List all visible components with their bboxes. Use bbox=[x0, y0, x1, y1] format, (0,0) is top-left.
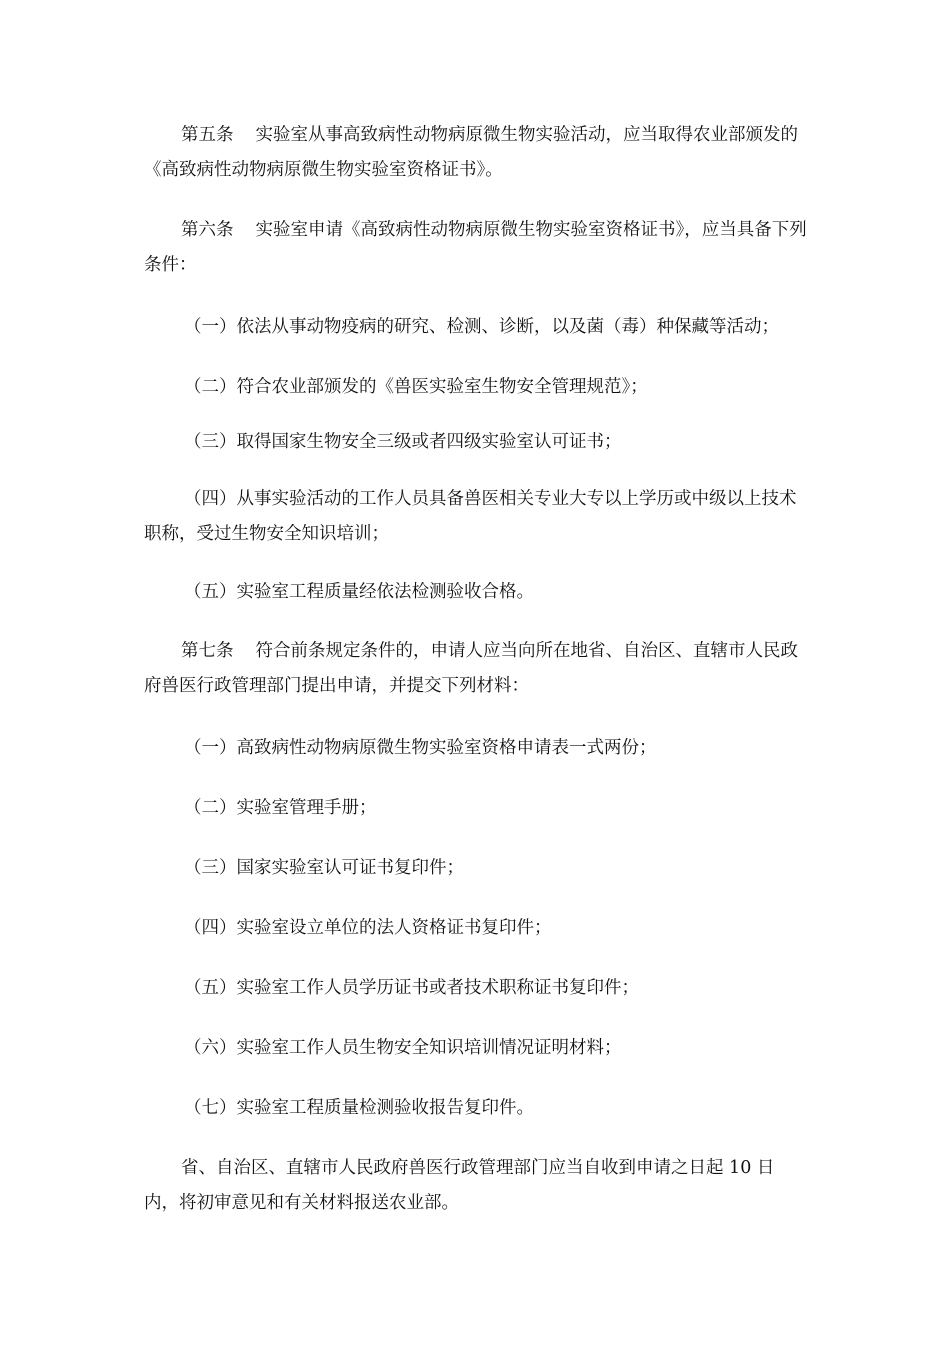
article-5-heading: 第五条 bbox=[181, 125, 234, 145]
article-6-item-5: （五）实验室工程质量经依法检测验收合格。 bbox=[184, 582, 534, 602]
article-6-item-3: （三）取得国家生物安全三级或者四级实验室认可证书； bbox=[184, 432, 622, 452]
article-7-item-4: （四）实验室设立单位的法人资格证书复印件； bbox=[184, 918, 552, 938]
article-7-item-1: （一）高致病性动物病原微生物实验室资格申请表一式两份； bbox=[184, 738, 657, 758]
article-7-item-7: （七）实验室工程质量检测验收报告复印件。 bbox=[184, 1098, 534, 1118]
article-5-text: 实验室从事高致病性动物病原微生物实验活动，应当取得农业部颁发的《高致病性动物病原微生物实验室资格证书》。 bbox=[144, 125, 798, 180]
article-6-heading: 第六条 bbox=[181, 220, 234, 240]
article-7-item-3: （三）国家实验室认可证书复印件； bbox=[184, 858, 464, 878]
article-5-paragraph bbox=[144, 118, 808, 188]
article-7-item-2: （二）实验室管理手册； bbox=[184, 798, 377, 818]
article-6-item-1: （一）依法从事动物疫病的研究、检测、诊断，以及菌（毒）种保藏等活动； bbox=[184, 317, 779, 337]
article-7-item-6: （六）实验室工作人员生物安全知识培训情况证明材料； bbox=[184, 1038, 622, 1058]
article-6-item-4: （四）从事实验活动的工作人员具备兽医相关专业大专以上学历或中级以上技术职称，受过生物安全知识培训； bbox=[144, 489, 797, 544]
closing-paragraph: 省、自治区、直辖市人民政府兽医行政管理部门应当自收到申请之日起 10 日内，将初审意见和有关材料报送农业部。 bbox=[144, 1158, 775, 1213]
article-7-text: 符合前条规定条件的，申请人应当向所在地省、自治区、直辖市人民政府兽医行政管理部门提出申请，并提交下列材料： bbox=[144, 641, 798, 696]
article-7-heading: 第七条 bbox=[181, 641, 234, 661]
article-7-paragraph bbox=[144, 634, 808, 704]
article-7-item-5: （五）实验室工作人员学历证书或者技术职称证书复印件； bbox=[184, 978, 639, 998]
article-6-item-2: （二）符合农业部颁发的《兽医实验室生物安全管理规范》； bbox=[184, 377, 648, 397]
article-6-text: 实验室申请《高致病性动物病原微生物实验室资格证书》，应当具备下列条件： bbox=[144, 220, 807, 275]
article-6-paragraph bbox=[144, 213, 808, 283]
